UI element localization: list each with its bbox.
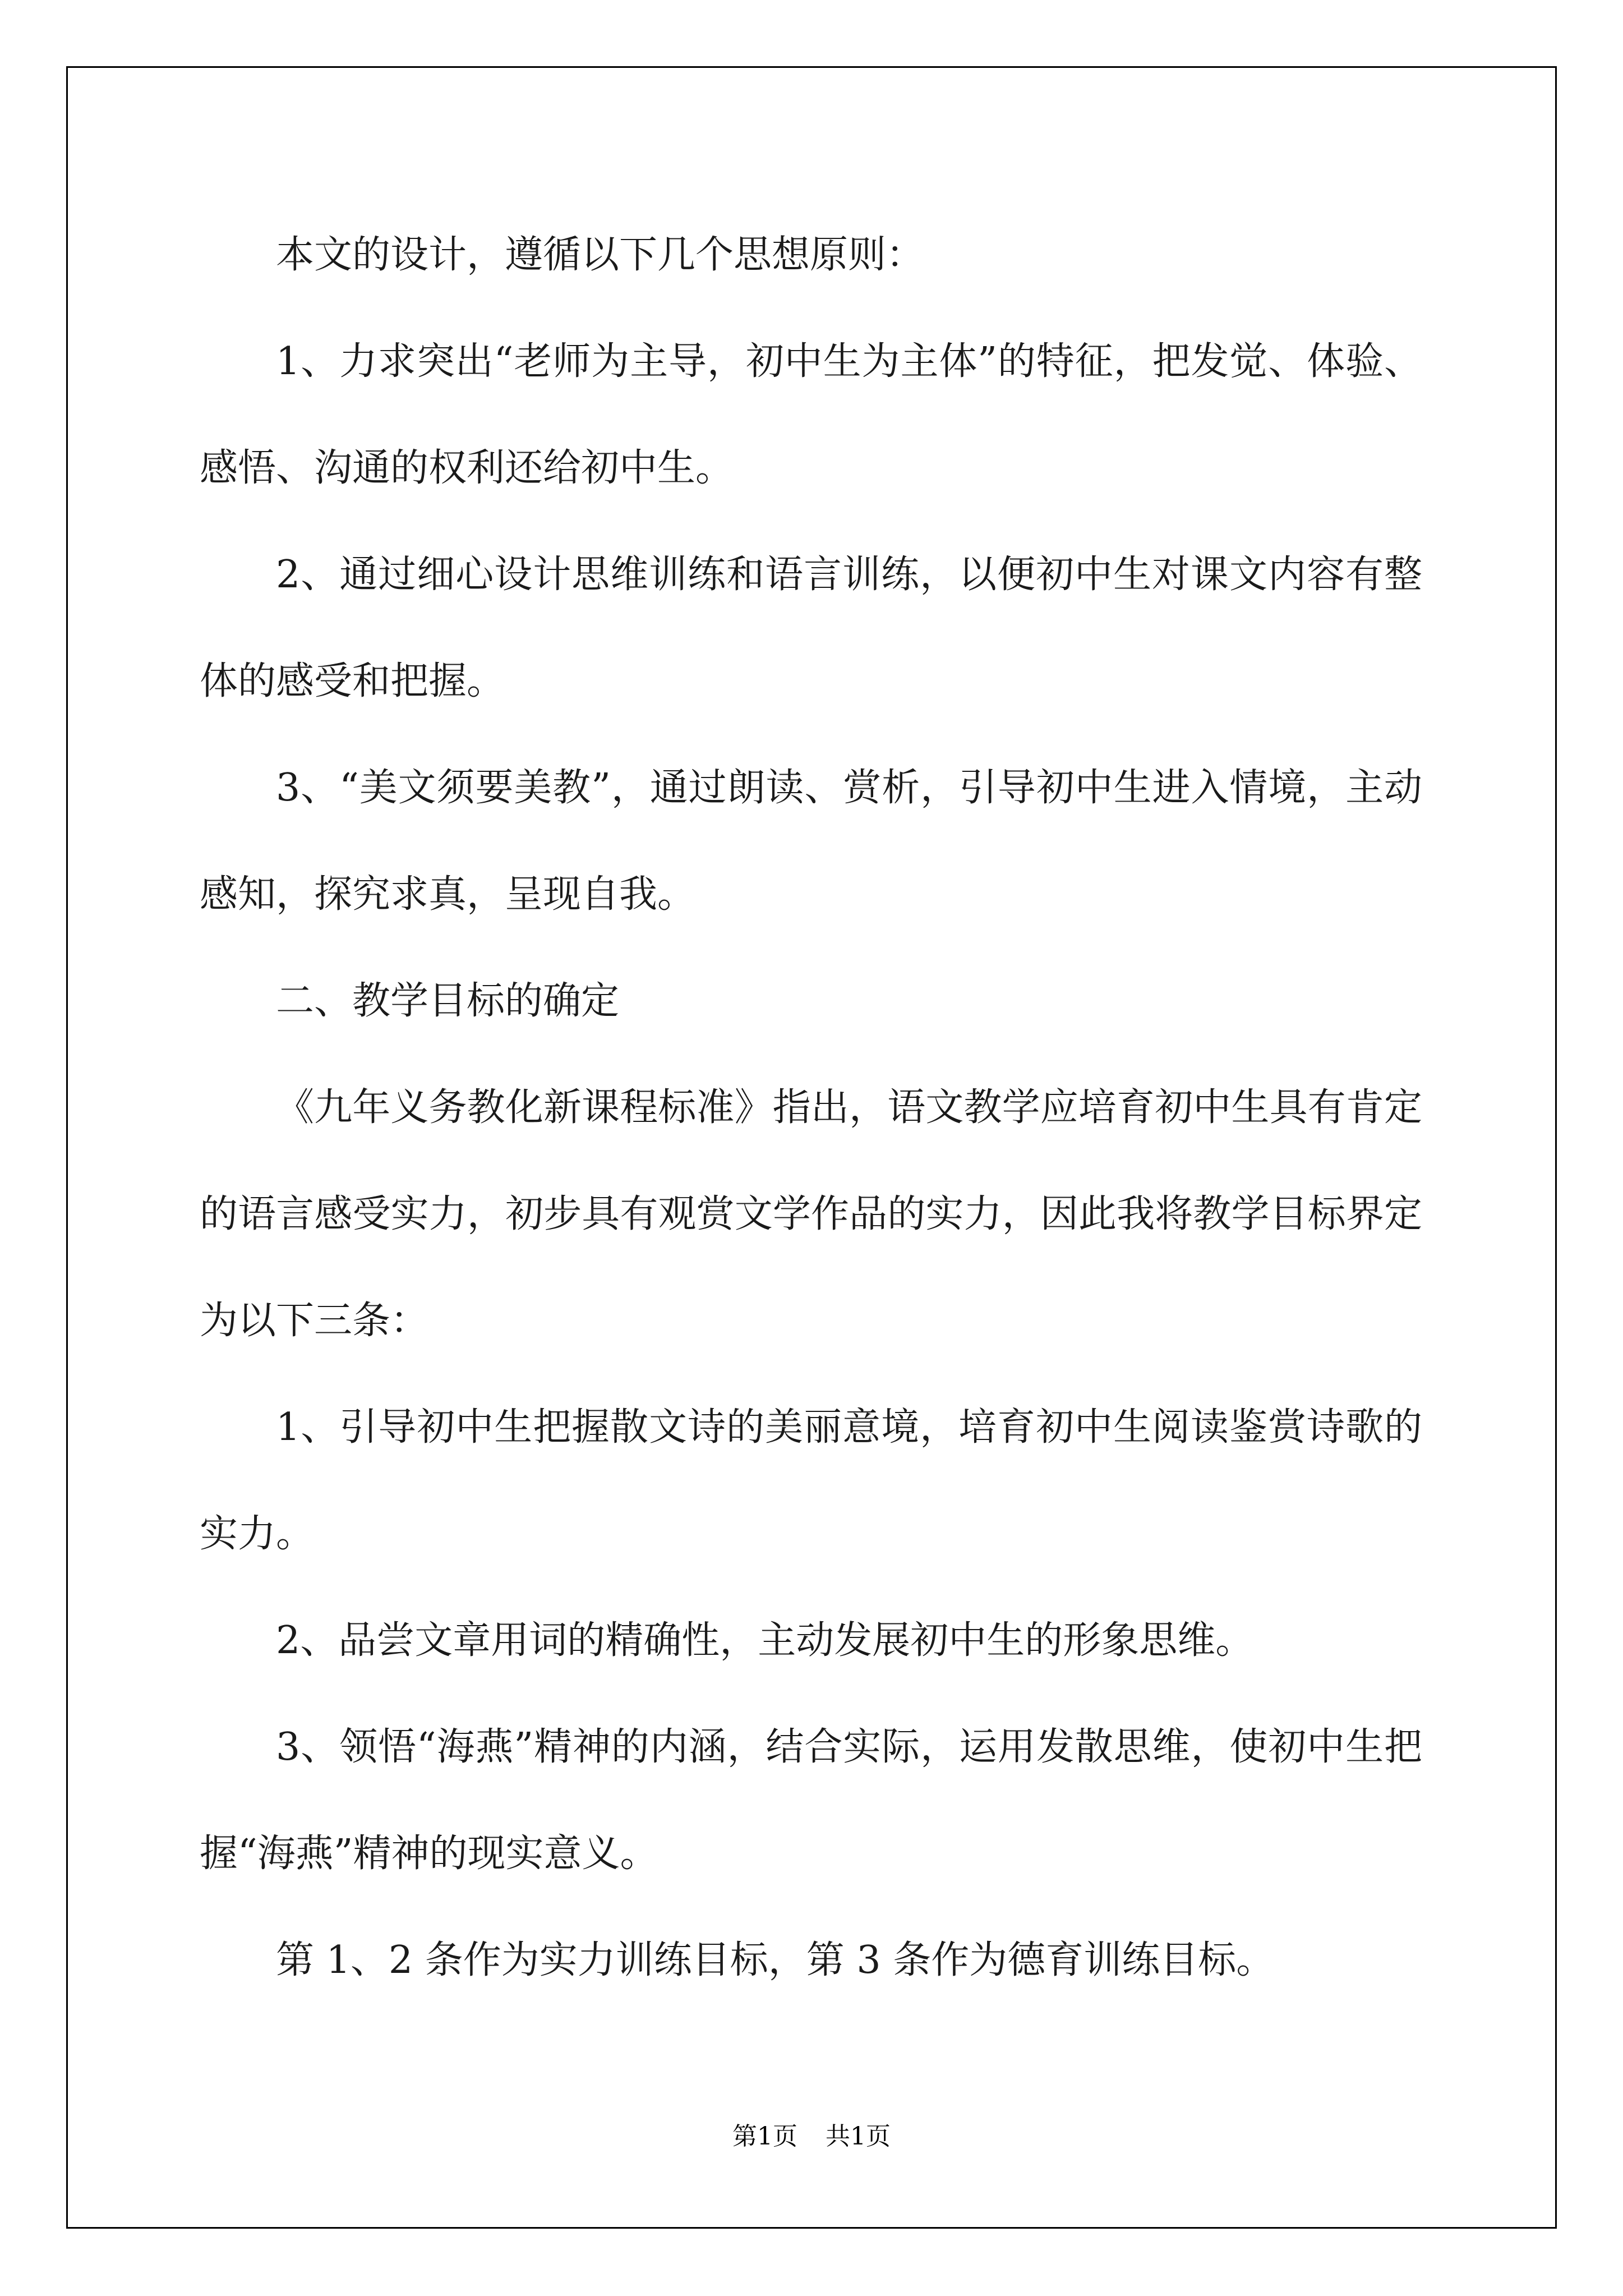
paragraph-intro: 本文的设计，遵循以下几个思想原则： — [276, 233, 925, 277]
paragraph-principle-3: 3、“美文须要美教”，通过朗读、赏析，引导初中生进入情境，主动感知，探究求真，呈现自我。 — [200, 766, 1422, 917]
paragraph-goal-3: 3、领悟“海燕”精神的内涵，结合实际，运用发散思维，使初中生把握“海燕”精神的现实意义。 — [200, 1725, 1422, 1876]
paragraph-principle-2: 2、通过细心设计思维训练和语言训练，以便初中生对课文内容有整体的感受和把握。 — [200, 553, 1422, 703]
page-footer — [0, 2116, 1623, 2152]
paragraph-principle-1: 1、力求突出“老师为主导，初中生为主体”的特征，把发觉、体验、感悟、沟通的权利还给初中生。 — [200, 339, 1422, 490]
page-number: 第1页 — [732, 2122, 797, 2151]
page-total: 共1页 — [826, 2122, 891, 2151]
paragraph-goal-2: 2、品尝文章用词的精确性，主动发展初中生的形象思维。 — [276, 1618, 1254, 1663]
section-heading: 二、教学目标的确定 — [276, 979, 620, 1023]
paragraph-goal-1: 1、引导初中生把握散文诗的美丽意境，培育初中生阅读鉴赏诗歌的实力。 — [200, 1405, 1422, 1556]
paragraph-summary: 第 1、2 条作为实力训练目标，第 3 条作为德育训练目标。 — [276, 1938, 1275, 1982]
document-body — [200, 202, 1422, 2014]
paragraph-standard: 《九年义务教化新课程标准》指出，语文教学应培育初中生具有肯定的语言感受实力，初步具有观赏文学作品的实力，因此我将教学目标界定为以下三条： — [200, 1085, 1422, 1343]
